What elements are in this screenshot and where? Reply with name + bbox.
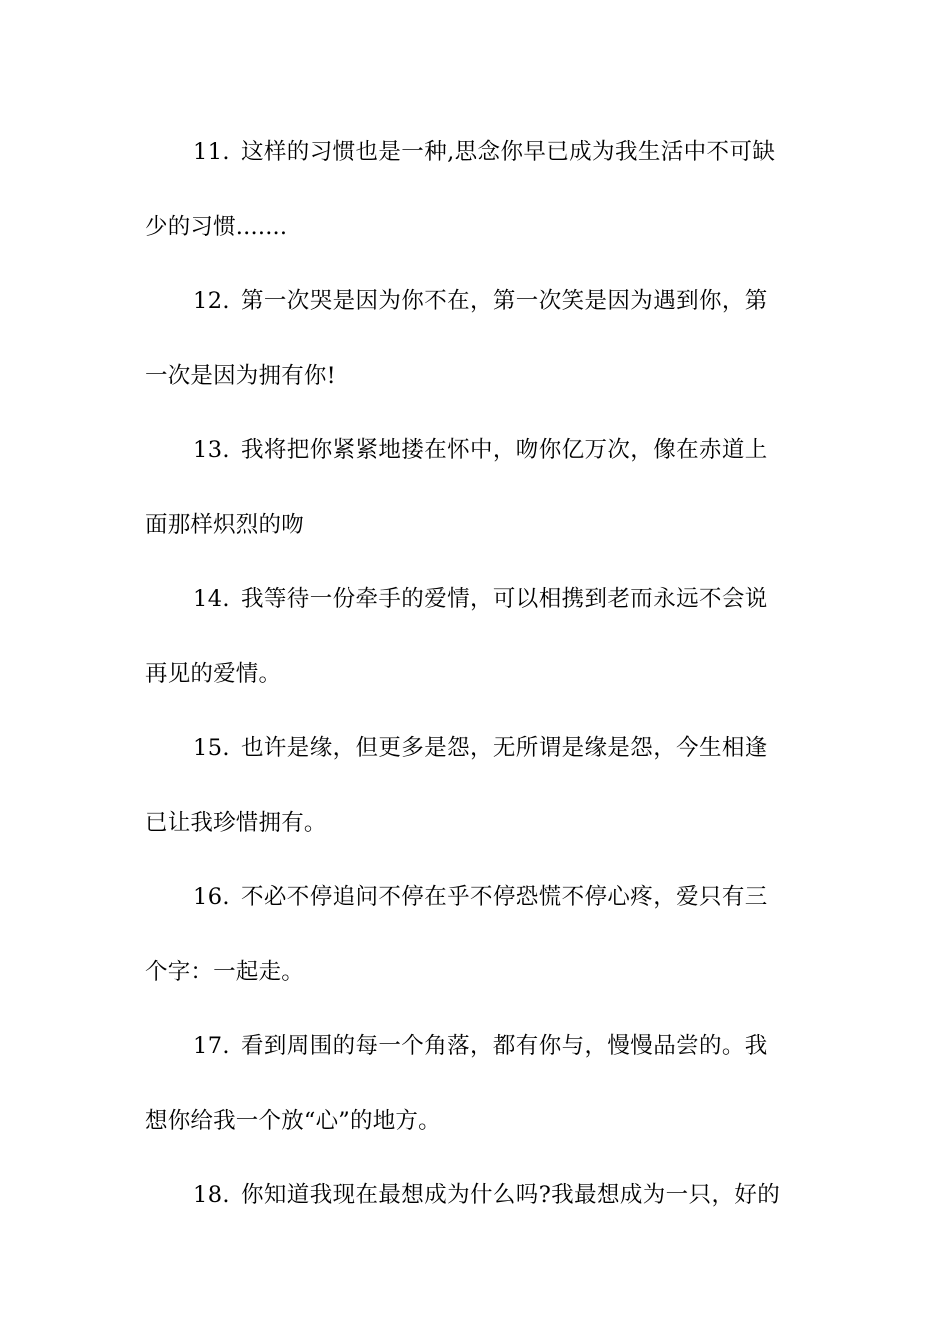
- paragraph-17-line-2: 想你给我一个放“心”的地方。: [145, 1108, 441, 1134]
- paragraph-11-line-1: [193, 132, 807, 172]
- paragraph-text: 看到周围的每一个角落，都有你与，慢慢品尝的。我: [241, 1033, 768, 1059]
- paragraph-16-line-2: 个字：一起走。: [145, 959, 304, 985]
- paragraph-13-line-1: [193, 430, 807, 470]
- paragraph-number: 12.: [193, 288, 230, 314]
- paragraph-number: 17.: [193, 1033, 230, 1059]
- paragraph-12-line-2: 一次是因为拥有你!: [145, 363, 336, 389]
- paragraph-text: 我等待一份牵手的爱情，可以相携到老而永远不会说: [241, 586, 768, 612]
- paragraph-number: 13.: [193, 437, 230, 463]
- paragraph-text: 第一次哭是因为你不在，第一次笑是因为遇到你，第: [241, 288, 768, 314]
- paragraph-14-line-1: [193, 579, 807, 619]
- paragraph-number: 15.: [193, 735, 230, 761]
- paragraph-13-line-2: 面那样炽烈的吻: [145, 512, 304, 538]
- paragraph-11-line-2: 少的习惯.......: [145, 214, 288, 240]
- paragraph-17-line-1: [193, 1026, 807, 1066]
- paragraph-text: 我将把你紧紧地搂在怀中，吻你亿万次，像在赤道上: [241, 437, 768, 463]
- paragraph-text: 不必不停追问不停在乎不停恐慌不停心疼，爱只有三: [241, 884, 768, 910]
- paragraph-16-line-1: [193, 877, 807, 917]
- paragraph-text: 你知道我现在最想成为什么吗?我最想成为一只，好的: [241, 1182, 781, 1208]
- paragraph-text: 这样的习惯也是一种,思念你早已成为我生活中不可缺: [241, 139, 776, 165]
- paragraph-15-line-2: 已让我珍惜拥有。: [145, 810, 327, 836]
- paragraph-12-line-1: [193, 281, 807, 321]
- paragraph-15-line-1: [193, 728, 807, 768]
- paragraph-number: 11.: [193, 139, 230, 165]
- paragraph-number: 16.: [193, 884, 230, 910]
- paragraph-number: 18.: [193, 1182, 230, 1208]
- paragraph-number: 14.: [193, 586, 230, 612]
- paragraph-14-line-2: 再见的爱情。: [145, 661, 282, 687]
- paragraph-text: 也许是缘，但更多是怨，无所谓是缘是怨，今生相逢: [241, 735, 768, 761]
- paragraph-18-line-1: [193, 1175, 807, 1215]
